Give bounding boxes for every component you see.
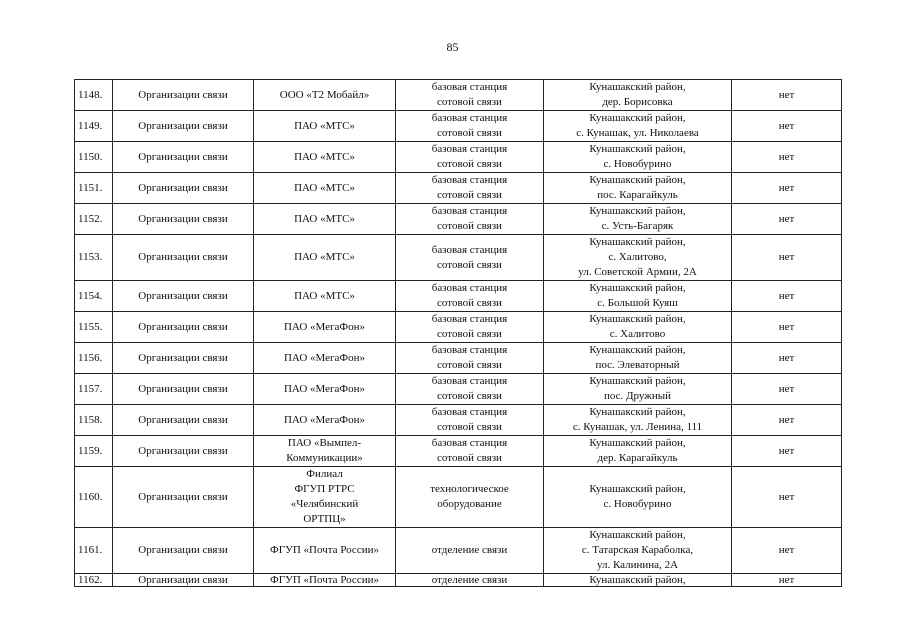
- organization-cell: [254, 436, 396, 467]
- organization-cell-text: ПАО «МегаФон»: [283, 382, 366, 395]
- page-number: 85: [446, 40, 459, 54]
- organization-cell-text: ПАО «Вымпел- Коммуникации»: [286, 437, 363, 464]
- flag-cell: [732, 405, 842, 436]
- flag-cell-text: нет: [778, 212, 795, 225]
- category-cell: [113, 436, 254, 467]
- category-cell-text: Организации связи: [138, 490, 228, 503]
- address-cell: [544, 467, 732, 528]
- flag-cell: [732, 281, 842, 312]
- object-type-cell-text: базовая станция сотовой связи: [431, 205, 508, 232]
- row-number-cell: [75, 111, 113, 142]
- object-type-cell-text: отделение связи: [431, 544, 508, 556]
- organization-cell: [254, 405, 396, 436]
- object-type-cell-text: базовая станция сотовой связи: [431, 174, 508, 201]
- object-type-cell: [396, 405, 544, 436]
- object-type-cell: [396, 467, 544, 528]
- category-cell-text: Организации связи: [138, 251, 228, 263]
- row-number-cell: [75, 528, 113, 574]
- table-row: [75, 528, 842, 574]
- address-cell: [544, 281, 732, 312]
- category-cell-text: Организации связи: [138, 320, 228, 333]
- category-cell: [113, 574, 254, 587]
- flag-cell-text: нет: [778, 320, 795, 333]
- category-cell: [113, 235, 254, 281]
- object-type-cell-text: базовая станция сотовой связи: [431, 143, 508, 170]
- object-type-cell-text: базовая станция сотовой связи: [431, 81, 508, 108]
- object-type-cell: [396, 312, 544, 343]
- flag-cell: [732, 235, 842, 281]
- flag-cell: [732, 80, 842, 111]
- address-cell-text: Кунашакский район, дер. Карагайкуль: [589, 437, 686, 464]
- table-row: [75, 574, 842, 587]
- address-cell: [544, 111, 732, 142]
- flag-cell-text: нет: [778, 574, 795, 586]
- object-type-cell-text: базовая станция сотовой связи: [431, 344, 508, 371]
- address-cell: [544, 405, 732, 436]
- row-number-cell-text: 1156.: [78, 351, 103, 364]
- category-cell-text: Организации связи: [138, 413, 228, 426]
- object-type-cell-text: базовая станция сотовой связи: [431, 437, 508, 464]
- flag-cell-text: нет: [778, 382, 795, 395]
- object-type-cell: [396, 80, 544, 111]
- table-row: [75, 235, 842, 281]
- table-row: [75, 281, 842, 312]
- category-cell-text: Организации связи: [138, 150, 228, 163]
- row-number-cell-text: 1154.: [78, 289, 103, 302]
- address-cell: [544, 204, 732, 235]
- category-cell-text: Организации связи: [138, 574, 228, 586]
- registry-table-body: [75, 80, 842, 587]
- category-cell-text: Организации связи: [138, 544, 228, 556]
- organization-cell: [254, 281, 396, 312]
- organization-cell-text: ПАО «МТС»: [294, 181, 355, 194]
- object-type-cell-text: базовая станция сотовой связи: [431, 243, 508, 271]
- organization-cell: [254, 312, 396, 343]
- table-row: [75, 343, 842, 374]
- row-number-cell-text: 1149.: [78, 119, 103, 132]
- organization-cell-text: ПАО «МегаФон»: [283, 351, 366, 364]
- category-cell: [113, 312, 254, 343]
- organization-cell: [254, 142, 396, 173]
- flag-cell: [732, 142, 842, 173]
- row-number-cell-text: 1151.: [78, 181, 103, 194]
- organization-cell: [254, 173, 396, 204]
- organization-cell-text: ООО «Т2 Мобайл»: [279, 88, 370, 101]
- row-number-cell: [75, 436, 113, 467]
- object-type-cell: [396, 574, 544, 587]
- organization-cell: [254, 80, 396, 111]
- address-cell-text: Кунашакский район, пос. Карагайкуль: [589, 174, 686, 201]
- flag-cell-text: нет: [778, 119, 795, 132]
- organization-cell-text: ПАО «МегаФон»: [283, 413, 366, 426]
- category-cell-text: Организации связи: [138, 88, 228, 101]
- category-cell: [113, 142, 254, 173]
- address-cell-text: Кунашакский район, с. Новобурино: [589, 483, 686, 510]
- address-cell: [544, 528, 732, 574]
- address-cell-text: Кунашакский район, пос. Дружный: [589, 375, 686, 402]
- organization-cell-text: ПАО «МТС»: [294, 289, 355, 302]
- row-number-cell: [75, 574, 113, 587]
- object-type-cell-text: базовая станция сотовой связи: [431, 406, 508, 433]
- object-type-cell-text: технологическое оборудование: [430, 483, 509, 510]
- flag-cell: [732, 528, 842, 574]
- table-row: [75, 80, 842, 111]
- category-cell: [113, 405, 254, 436]
- object-type-cell: [396, 281, 544, 312]
- category-cell-text: Организации связи: [138, 181, 228, 194]
- address-cell: [544, 312, 732, 343]
- flag-cell: [732, 111, 842, 142]
- organization-cell: [254, 111, 396, 142]
- address-cell-text: Кунашакский район, с. Большой Куяш: [589, 282, 686, 309]
- address-cell: [544, 374, 732, 405]
- registry-table: [74, 79, 842, 587]
- category-cell: [113, 80, 254, 111]
- table-row: [75, 204, 842, 235]
- organization-cell: [254, 374, 396, 405]
- address-cell: [544, 235, 732, 281]
- address-cell: [544, 80, 732, 111]
- row-number-cell: [75, 312, 113, 343]
- object-type-cell: [396, 173, 544, 204]
- flag-cell-text: нет: [778, 351, 795, 364]
- row-number-cell-text: 1155.: [78, 320, 103, 333]
- table-row: [75, 111, 842, 142]
- flag-cell: [732, 173, 842, 204]
- object-type-cell: [396, 343, 544, 374]
- category-cell: [113, 204, 254, 235]
- flag-cell-text: нет: [778, 181, 795, 194]
- address-cell-text: Кунашакский район, с. Усть-Багаряк: [589, 205, 686, 232]
- address-cell-text: Кунашакский район,: [589, 574, 686, 586]
- flag-cell-text: нет: [778, 150, 795, 163]
- category-cell: [113, 467, 254, 528]
- row-number-cell: [75, 204, 113, 235]
- flag-cell-text: нет: [778, 289, 795, 302]
- category-cell: [113, 281, 254, 312]
- flag-cell: [732, 312, 842, 343]
- row-number-cell: [75, 467, 113, 528]
- organization-cell-text: ПАО «МТС»: [294, 251, 355, 263]
- table-row: [75, 436, 842, 467]
- flag-cell-text: нет: [778, 490, 795, 503]
- row-number-cell-text: 1148.: [78, 88, 103, 101]
- address-cell: [544, 574, 732, 587]
- organization-cell-text: ПАО «МегаФон»: [283, 320, 366, 333]
- row-number-cell: [75, 80, 113, 111]
- table-row: [75, 173, 842, 204]
- organization-cell: [254, 528, 396, 574]
- object-type-cell: [396, 111, 544, 142]
- row-number-cell-text: 1161.: [78, 544, 103, 556]
- flag-cell: [732, 204, 842, 235]
- table-row: [75, 312, 842, 343]
- flag-cell-text: нет: [778, 544, 795, 556]
- flag-cell-text: нет: [778, 251, 795, 263]
- address-cell: [544, 343, 732, 374]
- flag-cell: [732, 467, 842, 528]
- organization-cell-text: ФГУП «Почта России»: [270, 544, 379, 556]
- organization-cell-text: ПАО «МТС»: [294, 150, 355, 163]
- object-type-cell-text: отделение связи: [431, 574, 508, 586]
- row-number-cell-text: 1159.: [78, 444, 103, 457]
- row-number-cell: [75, 374, 113, 405]
- address-cell: [544, 436, 732, 467]
- object-type-cell: [396, 235, 544, 281]
- table-row: [75, 467, 842, 528]
- row-number-cell: [75, 142, 113, 173]
- category-cell-text: Организации связи: [138, 212, 228, 225]
- flag-cell-text: нет: [778, 444, 795, 457]
- row-number-cell-text: 1157.: [78, 382, 103, 395]
- object-type-cell-text: базовая станция сотовой связи: [431, 282, 508, 309]
- address-cell: [544, 142, 732, 173]
- category-cell: [113, 374, 254, 405]
- flag-cell-text: нет: [778, 88, 795, 101]
- row-number-cell: [75, 235, 113, 281]
- address-cell-text: Кунашакский район, с. Кунашак, ул. Николаева: [576, 112, 699, 139]
- object-type-cell-text: базовая станция сотовой связи: [431, 375, 508, 402]
- table-row: [75, 142, 842, 173]
- category-cell-text: Организации связи: [138, 119, 228, 132]
- object-type-cell-text: базовая станция сотовой связи: [431, 112, 508, 139]
- organization-cell-text: Филиал ФГУП РТРС «Челябинский ОРТПЦ»: [290, 468, 359, 525]
- category-cell-text: Организации связи: [138, 289, 228, 302]
- object-type-cell: [396, 374, 544, 405]
- row-number-cell-text: 1162.: [78, 574, 103, 586]
- organization-cell: [254, 235, 396, 281]
- row-number-cell-text: 1150.: [78, 150, 103, 163]
- row-number-cell-text: 1160.: [78, 490, 103, 503]
- flag-cell: [732, 343, 842, 374]
- address-cell-text: Кунашакский район, с. Халитово, ул. Советской Армии, 2А: [578, 236, 697, 278]
- flag-cell: [732, 436, 842, 467]
- organization-cell: [254, 343, 396, 374]
- organization-cell: [254, 204, 396, 235]
- organization-cell-text: ПАО «МТС»: [294, 119, 355, 132]
- category-cell-text: Организации связи: [138, 351, 228, 364]
- row-number-cell: [75, 343, 113, 374]
- table-row: [75, 374, 842, 405]
- row-number-cell: [75, 405, 113, 436]
- address-cell: [544, 173, 732, 204]
- organization-cell-text: ФГУП «Почта России»: [270, 574, 379, 586]
- flag-cell: [732, 574, 842, 587]
- category-cell: [113, 343, 254, 374]
- category-cell-text: Организации связи: [138, 382, 228, 395]
- address-cell-text: Кунашакский район, пос. Элеваторный: [589, 344, 686, 371]
- object-type-cell: [396, 528, 544, 574]
- object-type-cell: [396, 436, 544, 467]
- object-type-cell: [396, 142, 544, 173]
- flag-cell-text: нет: [778, 413, 795, 426]
- organization-cell: [254, 467, 396, 528]
- address-cell-text: Кунашакский район, дер. Борисовка: [589, 81, 686, 108]
- row-number-cell-text: 1152.: [78, 212, 103, 225]
- address-cell-text: Кунашакский район, с. Кунашак, ул. Ленина, 111: [572, 406, 703, 433]
- table-row: [75, 405, 842, 436]
- category-cell: [113, 528, 254, 574]
- category-cell: [113, 111, 254, 142]
- row-number-cell: [75, 281, 113, 312]
- row-number-cell-text: 1158.: [78, 413, 103, 426]
- object-type-cell-text: базовая станция сотовой связи: [431, 313, 508, 340]
- organization-cell: [254, 574, 396, 587]
- address-cell-text: Кунашакский район, с. Халитово: [589, 313, 686, 340]
- category-cell-text: Организации связи: [138, 444, 228, 457]
- flag-cell: [732, 374, 842, 405]
- address-cell-text: Кунашакский район, с. Татарская Караболка, ул. Калинина, 2А: [581, 529, 694, 571]
- row-number-cell: [75, 173, 113, 204]
- object-type-cell: [396, 204, 544, 235]
- address-cell-text: Кунашакский район, с. Новобурино: [589, 143, 686, 170]
- category-cell: [113, 173, 254, 204]
- row-number-cell-text: 1153.: [78, 251, 103, 263]
- organization-cell-text: ПАО «МТС»: [294, 212, 355, 225]
